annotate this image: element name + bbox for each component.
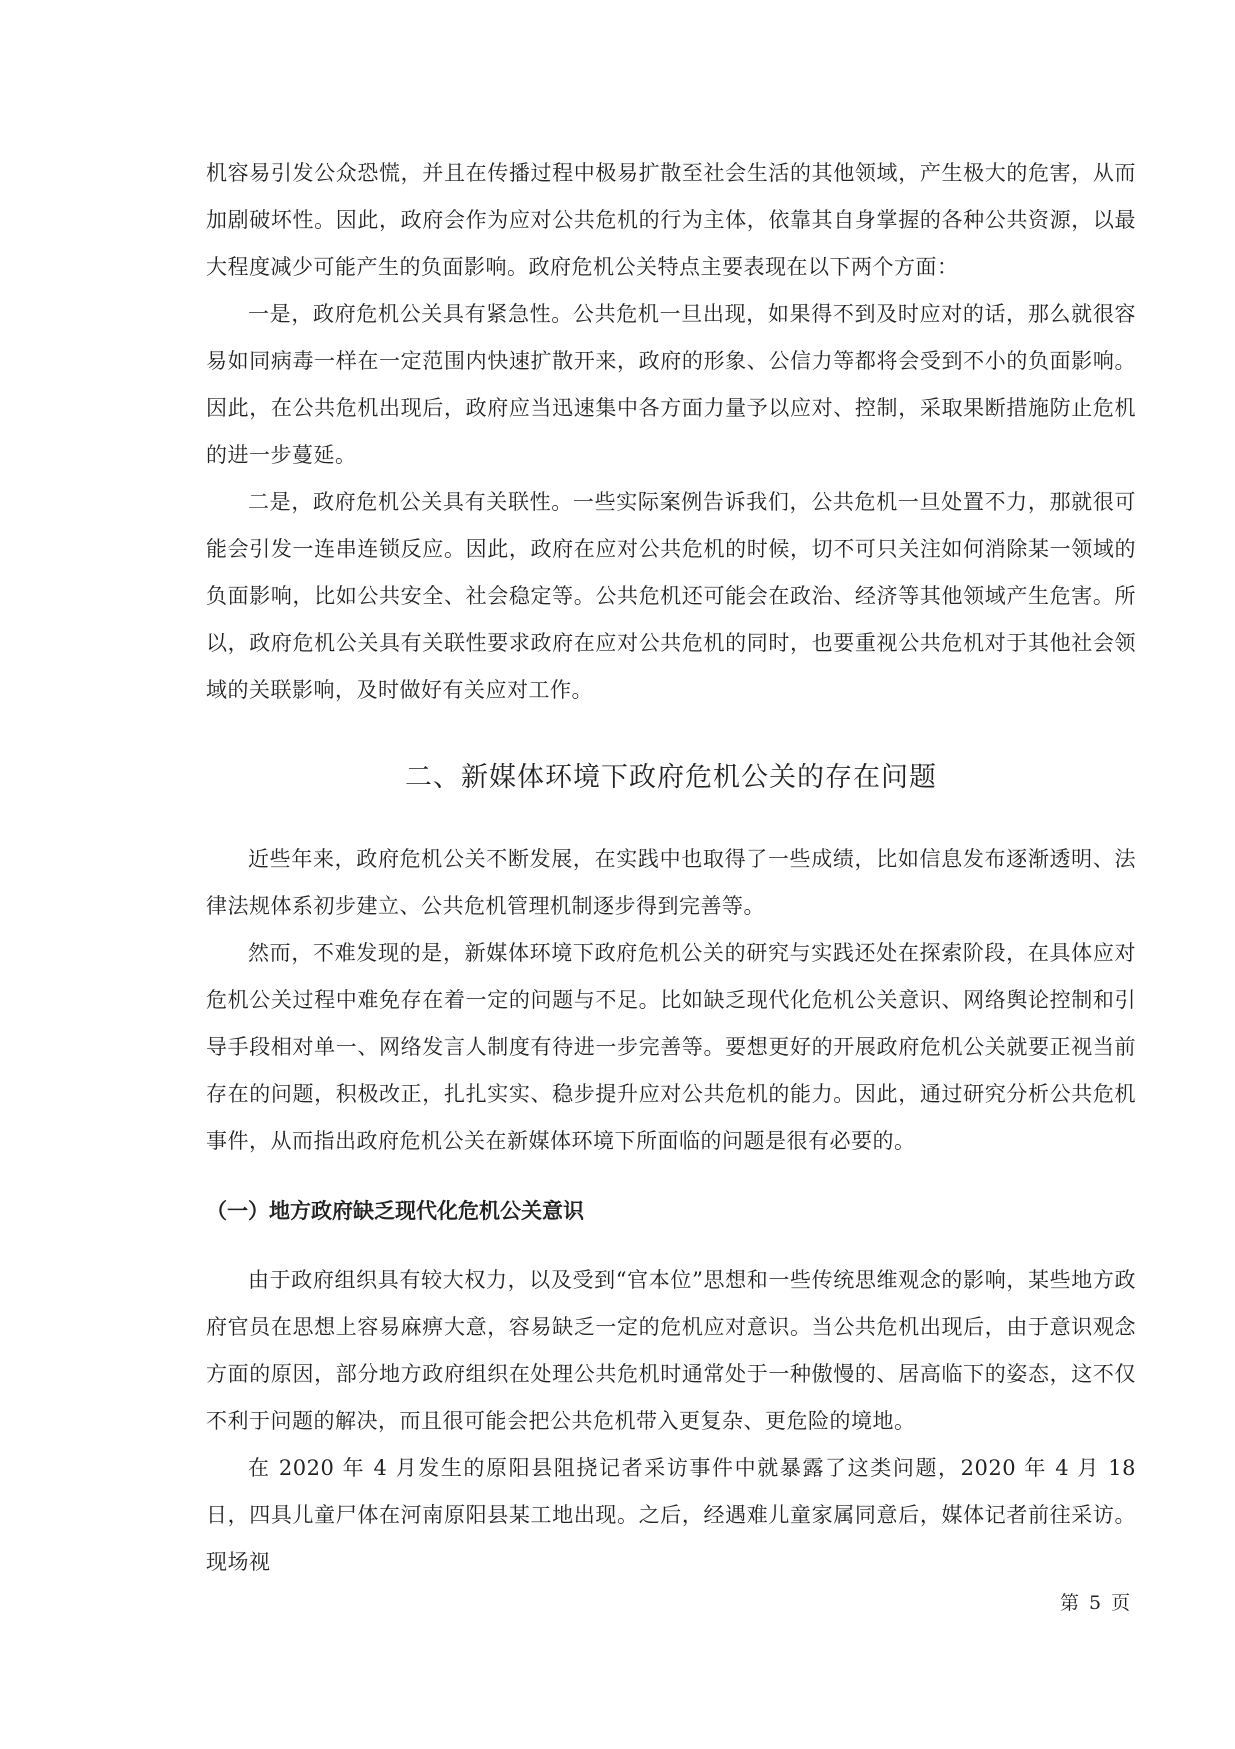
paragraph-continued: 机容易引发公众恐慌，并且在传播过程中极易扩散至社会生活的其他领域，产生极大的危害，从而加剧破坏性。因此，政府会作为应对公共危机的行为主体，依靠其自身掌握的各种公共资源，以最大程度减少可能产生的负面影响。政府危机公关特点主要表现在以下两个方面： <box>206 161 1136 279</box>
page-content <box>206 150 1136 1586</box>
paragraph-however: 然而，不难发现的是，新媒体环境下政府危机公关的研究与实践还处在探索阶段，在具体应对危机公关过程中难免存在着一定的问题与不足。比如缺乏现代化危机公关意识、网络舆论控制和引导手段相对单一、网络发言人制度有待进一步完善等。要想更好的开展政府危机公关就要正视当前存在的问题，积极改正，扎扎实实、稳步提升应对公共危机的能力。因此，通过研究分析公共危机事件，从而指出政府危机公关在新媒体环境下所面临的问题是很有必要的。 <box>206 941 1136 1153</box>
subsection-title: （一）地方政府缺乏现代化危机公关意识 <box>206 1199 584 1223</box>
paragraph-case: 在 2020 年 4 月发生的原阳县阻挠记者采访事件中就暴露了这类问题，2020 年 4 月 18 日，四具儿童尸体在河南原阳县某工地出现。之后，经遇难儿童家属同意后，媒体记者前往采访。现场视 <box>206 1456 1136 1574</box>
paragraph-power: 由于政府组织具有较大权力，以及受到“官本位”思想和一些传统思维观念的影响，某些地方政府官员在思想上容易麻痹大意，容易缺乏一定的危机应对意识。当公共危机出现后，由于意识观念方面的原因，部分地方政府组织在处理公共危机时通常处于一种傲慢的、居高临下的姿态，这不仅不利于问题的解决，而且很可能会把公共危机带入更复杂、更危险的境地。 <box>206 1268 1136 1433</box>
paragraph-relevance: 二是，政府危机公关具有关联性。一些实际案例告诉我们，公共危机一旦处置不力，那就很可能会引发一连串连锁反应。因此，政府在应对公共危机的时候，切不可只关注如何消除某一领域的负面影响，比如公共安全、社会稳定等。公共危机还可能会在政治、经济等其他领域产生危害。所以，政府危机公关具有关联性要求政府在应对公共危机的同时，也要重视公共危机对于其他社会领域的关联影响，及时做好有关应对工作。 <box>206 490 1136 702</box>
paragraph-urgency: 一是，政府危机公关具有紧急性。公共危机一旦出现，如果得不到及时应对的话，那么就很容易如同病毒一样在一定范围内快速扩散开来，政府的形象、公信力等都将会受到不小的负面影响。因此，在公共危机出现后，政府应当迅速集中各方面力量予以应对、控制，采取果断措施防止危机的进一步蔓延。 <box>206 302 1136 467</box>
section-title: 二、新媒体环境下政府危机公关的存在问题 <box>405 762 937 793</box>
paragraph-recent-years: 近些年来，政府危机公关不断发展，在实践中也取得了一些成绩，比如信息发布逐渐透明、法律法规体系初步建立、公共危机管理机制逐步得到完善等。 <box>206 847 1136 918</box>
page-number: 第 5 页 <box>1060 1592 1133 1614</box>
